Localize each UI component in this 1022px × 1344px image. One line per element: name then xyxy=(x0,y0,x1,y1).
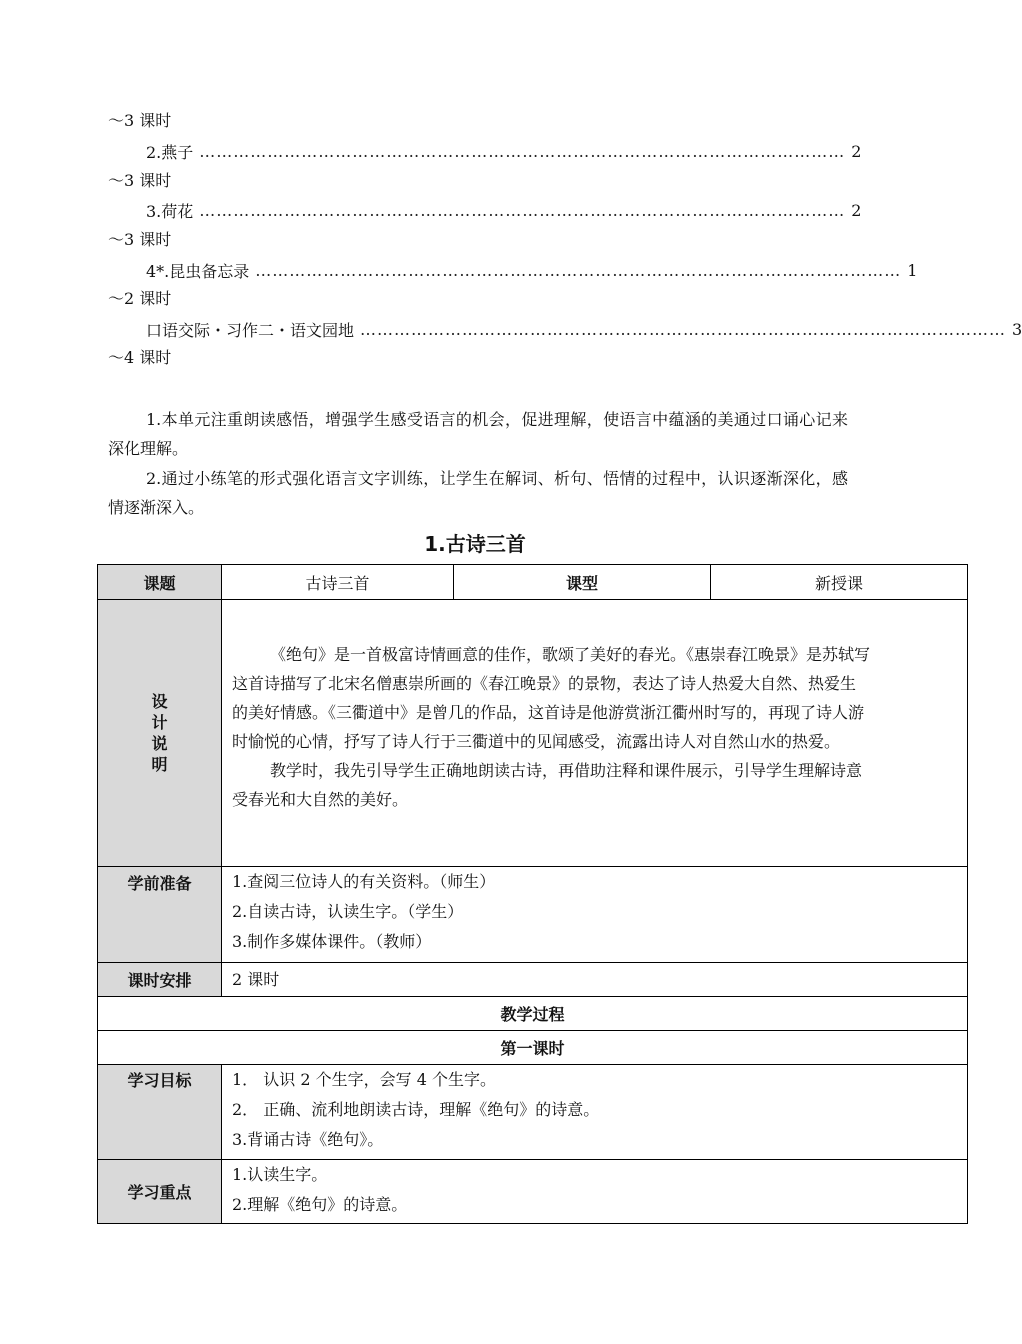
toc-item-page: 2 xyxy=(851,200,862,220)
type-value: 新授课 xyxy=(711,565,968,600)
focus-item: 2.理解《绝句》的诗意。 xyxy=(232,1195,408,1214)
toc-item-title: 口语交际・习作二・语文园地 xyxy=(146,320,355,340)
goal-item: 2． 正确、流利地朗读古诗，理解《绝句》的诗意。 xyxy=(232,1100,600,1119)
goals-list xyxy=(222,1065,968,1160)
unit-note: 1.本单元注重朗读感悟，增强学生感受语言的机会，促进理解，使语言中蕴涵的美通过口诵心记来深化理解。 xyxy=(108,410,848,458)
hours-value xyxy=(222,963,968,997)
table-row xyxy=(98,867,968,963)
toc-item-title: 2.燕子 xyxy=(146,142,194,162)
hours-label: 课时安排 xyxy=(98,963,222,997)
toc-item xyxy=(146,318,1022,340)
table-row xyxy=(98,1065,968,1160)
toc-leader: …………………………………………………………………………………………………… xyxy=(360,319,1007,339)
design-paragraph: 时愉悦的心情，抒写了诗人行于三衢道中的见闻感受，流露出诗人对自然山水的热爱。 xyxy=(232,732,841,751)
toc-leader: …………………………………………………………………………………………………… xyxy=(255,260,902,280)
prep-item: 1.查阅三位诗人的有关资料。（师生） xyxy=(232,872,496,891)
toc-continuation: ～4 课时 xyxy=(108,348,172,367)
design-paragraph: 的美好情感。《三衢道中》是曾几的作品，这首诗是他游赏浙江衢州时写的，再现了诗人游 xyxy=(232,703,865,722)
toc-item-page: 1 xyxy=(907,260,918,280)
toc-item-title: 4*.昆虫备忘录 xyxy=(146,261,250,281)
design-paragraph: 受春光和大自然的美好。 xyxy=(232,790,409,809)
focus-list xyxy=(222,1160,968,1224)
table-row xyxy=(98,1031,968,1065)
table-row xyxy=(98,963,968,997)
design-paragraph: 这首诗描写了北宋名僧惠崇所画的《春江晚景》的景物，表达了诗人热爱大自然、热爱生 xyxy=(232,674,857,693)
toc-item-page: 3 xyxy=(1012,319,1022,339)
toc-item xyxy=(146,199,862,221)
table-row xyxy=(98,600,968,867)
focus-item: 1.认读生字。 xyxy=(232,1165,328,1184)
toc-item-page: 2 xyxy=(851,141,862,161)
design-paragraph: 《绝句》是一首极富诗情画意的佳作，歌颂了美好的春光。《惠崇春江晚景》是苏轼写 xyxy=(270,645,871,664)
prep-label: 学前准备 xyxy=(98,867,222,963)
goals-label: 学习目标 xyxy=(98,1065,222,1160)
toc-item xyxy=(146,259,918,281)
prep-item: 3.制作多媒体课件。（教师） xyxy=(232,932,432,951)
design-description xyxy=(222,600,968,867)
toc-continuation: ～3 课时 xyxy=(108,230,172,249)
process-heading: 教学过程 xyxy=(98,997,968,1031)
toc-continuation: ～3 课时 xyxy=(108,171,172,190)
toc-continuation: ～2 课时 xyxy=(108,289,172,308)
prep-list xyxy=(222,867,968,963)
period-heading: 第一课时 xyxy=(98,1031,968,1065)
lesson-plan-table xyxy=(97,564,968,1224)
table-row xyxy=(98,997,968,1031)
table-row xyxy=(98,1160,968,1224)
toc-item xyxy=(146,140,862,162)
unit-note: 2.通过小练笔的形式强化语言文字训练，让学生在解词、析句、悟情的过程中，认识逐渐深化，感情逐渐深入。 xyxy=(108,469,848,517)
design-label-char: 设 xyxy=(151,692,168,711)
topic-value: 古诗三首 xyxy=(222,565,454,600)
toc-continuation: ～3 课时 xyxy=(108,111,172,130)
focus-label: 学习重点 xyxy=(98,1160,222,1224)
design-label-char: 说 xyxy=(151,734,168,753)
design-label xyxy=(98,600,222,867)
design-label-char: 计 xyxy=(151,713,168,732)
design-label-char: 明 xyxy=(151,755,168,774)
toc-item-title: 3.荷花 xyxy=(146,201,194,221)
prep-item: 2.自读古诗，认读生字。（学生） xyxy=(232,902,464,921)
toc-leader: …………………………………………………………………………………………………… xyxy=(199,200,846,220)
hours-text: 2 课时 xyxy=(232,969,280,989)
table-row xyxy=(98,565,968,600)
lesson-title: 1.古诗三首 xyxy=(424,532,526,556)
design-paragraph: 教学时，我先引导学生正确地朗读古诗，再借助注释和课件展示，引导学生理解诗意 xyxy=(270,761,863,780)
type-label: 课型 xyxy=(454,565,711,600)
topic-label: 课题 xyxy=(98,565,222,600)
goal-item: 3.背诵古诗《绝句》。 xyxy=(232,1130,384,1149)
toc-leader: …………………………………………………………………………………………………… xyxy=(199,141,846,161)
goal-item: 1． 认识 2 个生字，会写 4 个生字。 xyxy=(232,1070,496,1089)
